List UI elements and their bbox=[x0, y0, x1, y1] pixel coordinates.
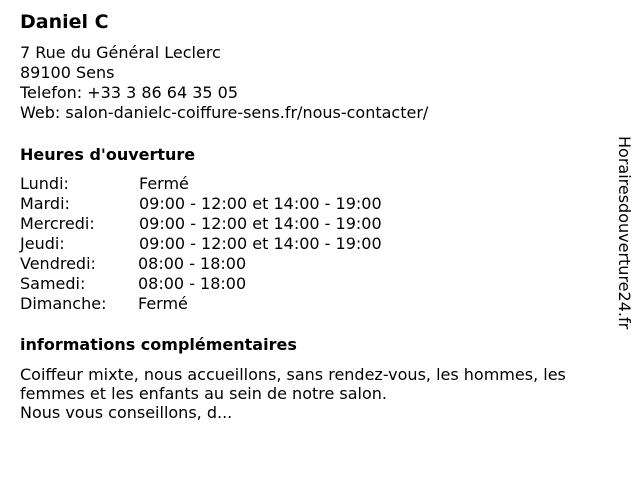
day-label: Dimanche: bbox=[20, 294, 107, 313]
day-hours: 09:00 - 12:00 et 14:00 - 19:00 bbox=[139, 194, 382, 213]
day-hours: Fermé bbox=[139, 174, 189, 193]
hours-heading: Heures d'ouverture bbox=[20, 145, 196, 164]
address-block bbox=[20, 43, 428, 123]
day-hours: 08:00 - 18:00 bbox=[138, 274, 247, 293]
day-label: Mardi: bbox=[20, 194, 70, 213]
hours-row-wednesday bbox=[20, 214, 480, 234]
hours-row-friday bbox=[20, 254, 480, 274]
day-label: Vendredi: bbox=[20, 254, 96, 273]
description-line: femmes et les enfants au sein de notre salon. bbox=[20, 384, 388, 403]
day-label: Lundi: bbox=[20, 174, 69, 193]
opening-hours-table bbox=[20, 174, 480, 314]
description-line: Nous vous conseillons, d... bbox=[20, 403, 233, 422]
hours-row-thursday bbox=[20, 234, 480, 254]
street-address: 7 Rue du Général Leclerc bbox=[20, 43, 221, 62]
hours-row-monday bbox=[20, 174, 480, 194]
business-name: Daniel C bbox=[20, 11, 109, 33]
postal-city: 89100 Sens bbox=[20, 63, 115, 82]
info-description bbox=[20, 365, 630, 422]
watermark-text: Horairesdouverture24.fr bbox=[615, 136, 634, 330]
day-hours: 09:00 - 12:00 et 14:00 - 19:00 bbox=[139, 234, 382, 253]
day-label: Jeudi: bbox=[20, 234, 65, 253]
phone-number: Telefon: +33 3 86 64 35 05 bbox=[20, 83, 239, 102]
day-hours: Fermé bbox=[138, 294, 188, 313]
day-hours: 09:00 - 12:00 et 14:00 - 19:00 bbox=[139, 214, 382, 233]
info-heading: informations complémentaires bbox=[20, 335, 297, 354]
hours-row-saturday bbox=[20, 274, 480, 294]
day-label: Samedi: bbox=[20, 274, 86, 293]
day-hours: 08:00 - 18:00 bbox=[138, 254, 247, 273]
day-label: Mercredi: bbox=[20, 214, 95, 233]
website: Web: salon-danielc-coiffure-sens.fr/nous-contacter/ bbox=[20, 103, 429, 122]
hours-row-sunday bbox=[20, 294, 480, 314]
description-line: Coiffeur mixte, nous accueillons, sans rendez-vous, les hommes, les bbox=[20, 365, 566, 384]
hours-row-tuesday bbox=[20, 194, 480, 214]
